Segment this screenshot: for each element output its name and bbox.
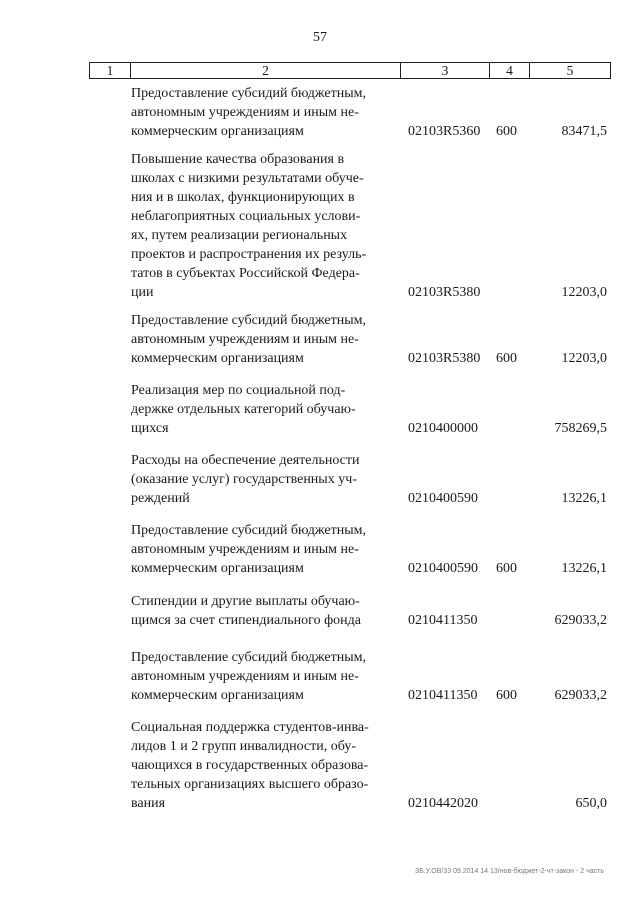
row-amount: 629033,2 bbox=[554, 688, 607, 703]
table-row bbox=[0, 521, 640, 578]
description-line: автономным учреждениям и иным не- bbox=[131, 332, 359, 347]
description-line: вания bbox=[131, 796, 166, 811]
page-number: 57 bbox=[313, 30, 327, 45]
description-line: неблагоприятных социальных услови- bbox=[131, 209, 361, 224]
row-target-code: 02103R5380 bbox=[408, 351, 481, 366]
table-row bbox=[0, 718, 640, 813]
description-line: реждений bbox=[131, 491, 190, 506]
row-description bbox=[131, 718, 389, 813]
description-line: татов в субъектах Российской Федера- bbox=[131, 266, 360, 281]
description-line: автономным учреждениям и иным не- bbox=[131, 542, 359, 557]
description-line: автономным учреждениям и иным не- bbox=[131, 105, 359, 120]
row-amount: 13226,1 bbox=[561, 561, 607, 576]
row-description bbox=[131, 311, 389, 368]
row-amount: 83471,5 bbox=[561, 124, 607, 139]
row-amount: 758269,5 bbox=[554, 421, 607, 436]
description-line: Предоставление субсидий бюджетным, bbox=[131, 86, 367, 101]
description-line: Предоставление субсидий бюджетным, bbox=[131, 523, 367, 538]
table-row bbox=[0, 648, 640, 705]
description-line: щимся за счет стипендиального фонда bbox=[131, 613, 361, 628]
description-line: автономным учреждениям и иным не- bbox=[131, 669, 359, 684]
description-line: чающихся в государственных образова- bbox=[131, 758, 369, 773]
row-target-code: 02103R5380 bbox=[408, 285, 481, 300]
row-target-code: 0210400590 bbox=[408, 561, 478, 576]
description-line: тельных организациях высшего образо- bbox=[131, 777, 369, 792]
row-expense-type: 600 bbox=[496, 124, 517, 139]
row-description bbox=[131, 592, 389, 630]
description-line: проектов и распространения их резуль- bbox=[131, 247, 367, 262]
row-target-code: 02103R5360 bbox=[408, 124, 481, 139]
row-amount: 650,0 bbox=[575, 796, 607, 811]
row-description bbox=[131, 451, 389, 508]
description-line: лидов 1 и 2 групп инвалидности, обу- bbox=[131, 739, 357, 754]
description-line: Социальная поддержка студентов-инва- bbox=[131, 720, 369, 735]
table-column-header bbox=[89, 62, 611, 79]
description-line: коммерческим организациям bbox=[131, 351, 304, 366]
row-target-code: 0210400000 bbox=[408, 421, 478, 436]
row-target-code: 0210442020 bbox=[408, 796, 478, 811]
description-line: ях, путем реализации региональных bbox=[131, 228, 348, 243]
row-expense-type: 600 bbox=[496, 561, 517, 576]
table-row bbox=[0, 381, 640, 438]
description-line: Предоставление субсидий бюджетным, bbox=[131, 650, 367, 665]
row-amount: 12203,0 bbox=[561, 285, 607, 300]
description-line: держке отдельных категорий обучаю- bbox=[131, 402, 356, 417]
row-amount: 13226,1 bbox=[561, 491, 607, 506]
row-expense-type: 600 bbox=[496, 351, 517, 366]
description-line: ния и в школах, функционирующих в bbox=[131, 190, 355, 205]
table-row bbox=[0, 311, 640, 368]
document-reference: ЗБ.У.ОВ/33 09.2014 14 13/нов-бюджет-2-чт-закон - 2 часть bbox=[415, 868, 604, 875]
description-line: Стипендии и другие выплаты обучаю- bbox=[131, 594, 360, 609]
row-description bbox=[131, 521, 389, 578]
table-row bbox=[0, 84, 640, 141]
table-row bbox=[0, 592, 640, 630]
column-number-5: 5 bbox=[566, 63, 574, 78]
column-number-1: 1 bbox=[90, 63, 131, 78]
row-amount: 629033,2 bbox=[554, 613, 607, 628]
row-target-code: 0210411350 bbox=[408, 688, 478, 703]
description-line: Предоставление субсидий бюджетным, bbox=[131, 313, 367, 328]
table-row bbox=[0, 150, 640, 302]
description-line: (оказание услуг) государственных уч- bbox=[131, 472, 357, 487]
description-line: коммерческим организациям bbox=[131, 561, 304, 576]
row-amount: 12203,0 bbox=[561, 351, 607, 366]
row-description bbox=[131, 381, 389, 438]
row-description bbox=[131, 150, 389, 302]
row-target-code: 0210411350 bbox=[408, 613, 478, 628]
description-line: коммерческим организациям bbox=[131, 688, 304, 703]
row-description bbox=[131, 84, 389, 141]
description-line: Реализация мер по социальной под- bbox=[131, 383, 346, 398]
description-line: ции bbox=[131, 285, 154, 300]
description-line: школах с низкими результатами обуче- bbox=[131, 171, 364, 186]
description-line: Расходы на обеспечение деятельности bbox=[131, 453, 360, 468]
description-line: щихся bbox=[131, 421, 169, 436]
row-target-code: 0210400590 bbox=[408, 491, 478, 506]
row-expense-type: 600 bbox=[496, 688, 517, 703]
description-line: Повышение качества образования в bbox=[131, 152, 345, 167]
column-number-2: 2 bbox=[131, 63, 401, 78]
column-number-3: 3 bbox=[401, 63, 490, 78]
column-number-4: 4 bbox=[490, 63, 530, 78]
table-row bbox=[0, 451, 640, 508]
description-line: коммерческим организациям bbox=[131, 124, 304, 139]
row-description bbox=[131, 648, 389, 705]
